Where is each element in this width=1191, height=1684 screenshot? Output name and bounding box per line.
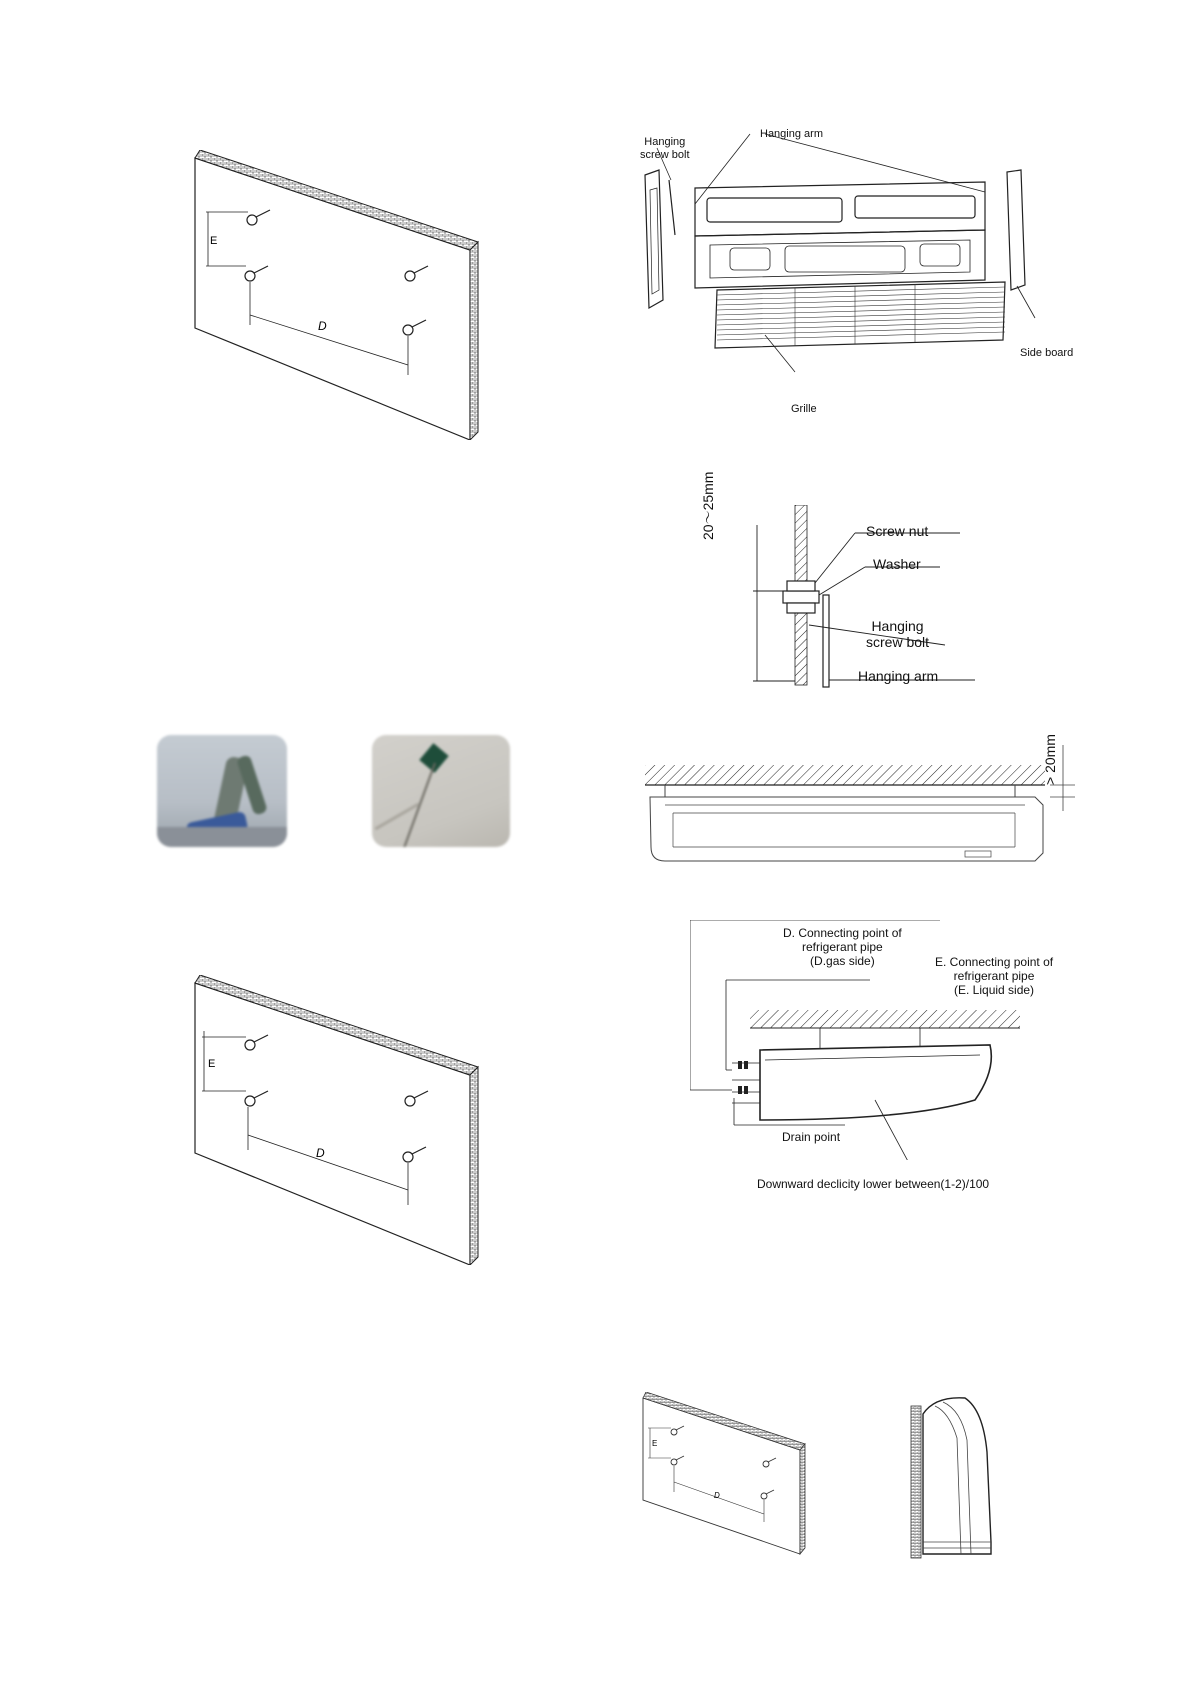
label-hanging-screw-bolt: Hanging screw bolt — [640, 136, 690, 161]
ceiling-gap-diagram — [645, 735, 1085, 885]
wall-bolt-layout-diagram-middle — [190, 975, 490, 1265]
label-d: D — [714, 1491, 720, 1500]
wall-bolt-layout-diagram-top — [190, 150, 490, 440]
label-washer: Washer — [873, 556, 921, 572]
label-hanging-arm: Hanging arm — [760, 128, 823, 140]
label-d: D — [316, 1146, 325, 1160]
label-drain-point: Drain point — [782, 1130, 841, 1144]
label-dimension-20mm: > 20mm — [1042, 734, 1058, 785]
label-slope-note: Downward declicity lower between(1-2)/100 — [757, 1177, 990, 1191]
label-grille: Grille — [791, 403, 817, 415]
label-dimension-20-25mm: 20～25mm — [700, 471, 716, 540]
label-d: D — [318, 319, 327, 333]
label-point-e: E. Connecting point of refrigerant pipe (E. Liquid side) — [935, 955, 1054, 997]
installation-photo-bolt-bracket — [372, 735, 510, 847]
label-hanging-arm-detail: Hanging arm — [858, 668, 939, 684]
label-side-board: Side board — [1020, 347, 1074, 359]
unit-side-view-diagram — [905, 1392, 1005, 1562]
label-e: E — [210, 235, 218, 247]
wall-bolt-layout-diagram-small — [640, 1392, 810, 1557]
label-hanging-screw-bolt-detail: Hanging screw bolt — [866, 618, 930, 651]
label-screw-nut: Screw nut — [866, 523, 929, 539]
label-e: E — [652, 1439, 658, 1448]
unit-exploded-diagram — [635, 120, 1095, 420]
label-e: E — [208, 1058, 216, 1070]
label-point-d: D. Connecting point of refrigerant pipe (D.gas side) — [783, 926, 902, 968]
installation-photo-drilling — [157, 735, 287, 847]
